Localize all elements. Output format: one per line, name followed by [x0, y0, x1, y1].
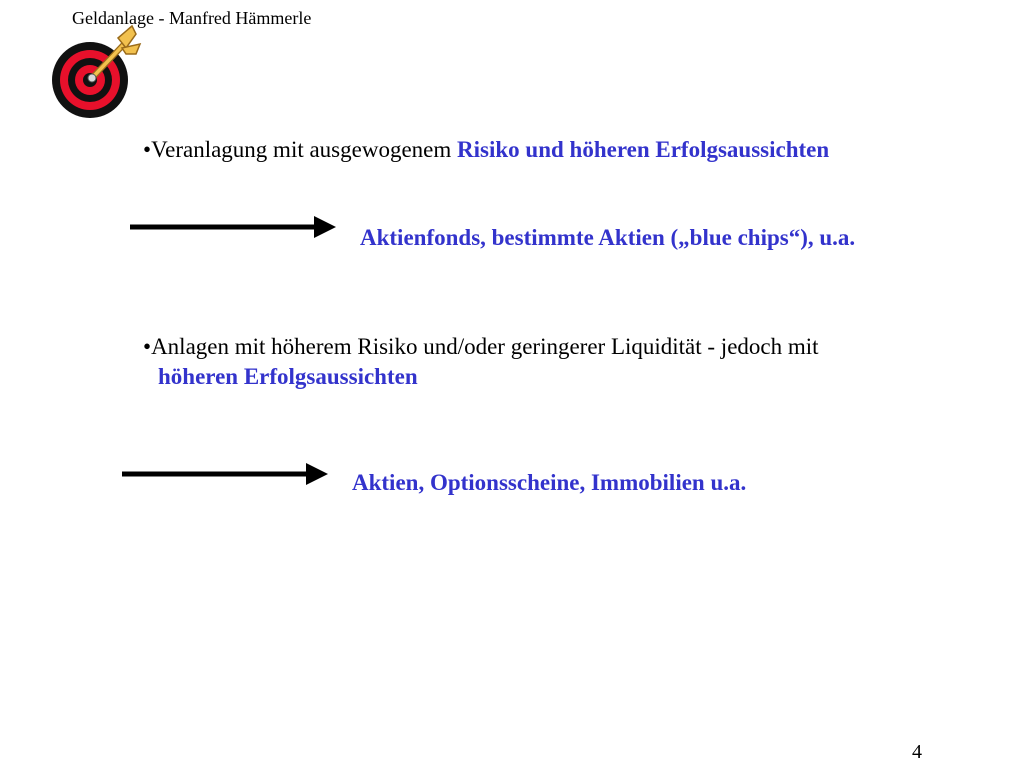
result-text-1: Aktienfonds, bestimmte Aktien („blue chips“), u.a. — [360, 225, 856, 250]
bullet-marker: • — [143, 334, 152, 359]
bullet-text: Veranlagung mit ausgewogenem — [151, 137, 458, 162]
bullet-text: Anlagen mit höherem Risiko und/oder geringerer Liquidität - jedoch mit — [151, 334, 819, 359]
bullet-item-2 — [143, 333, 819, 361]
bullet-marker: • — [143, 137, 152, 162]
bullet-accent-text: Risiko und höheren Erfolgsaussichten — [457, 137, 830, 162]
bullet-accent-text: höheren Erfolgsaussichten — [158, 364, 418, 389]
result-text-2: Aktien, Optionsscheine, Immobilien u.a. — [352, 470, 747, 495]
header-title: Geldanlage - Manfred Hämmerle — [72, 8, 312, 28]
page-number: 4 — [912, 741, 922, 763]
arrow-right-icon — [120, 461, 330, 487]
bullet-item-1 — [143, 136, 829, 164]
arrow-right-icon — [128, 214, 338, 240]
target-dart-icon — [48, 24, 144, 124]
